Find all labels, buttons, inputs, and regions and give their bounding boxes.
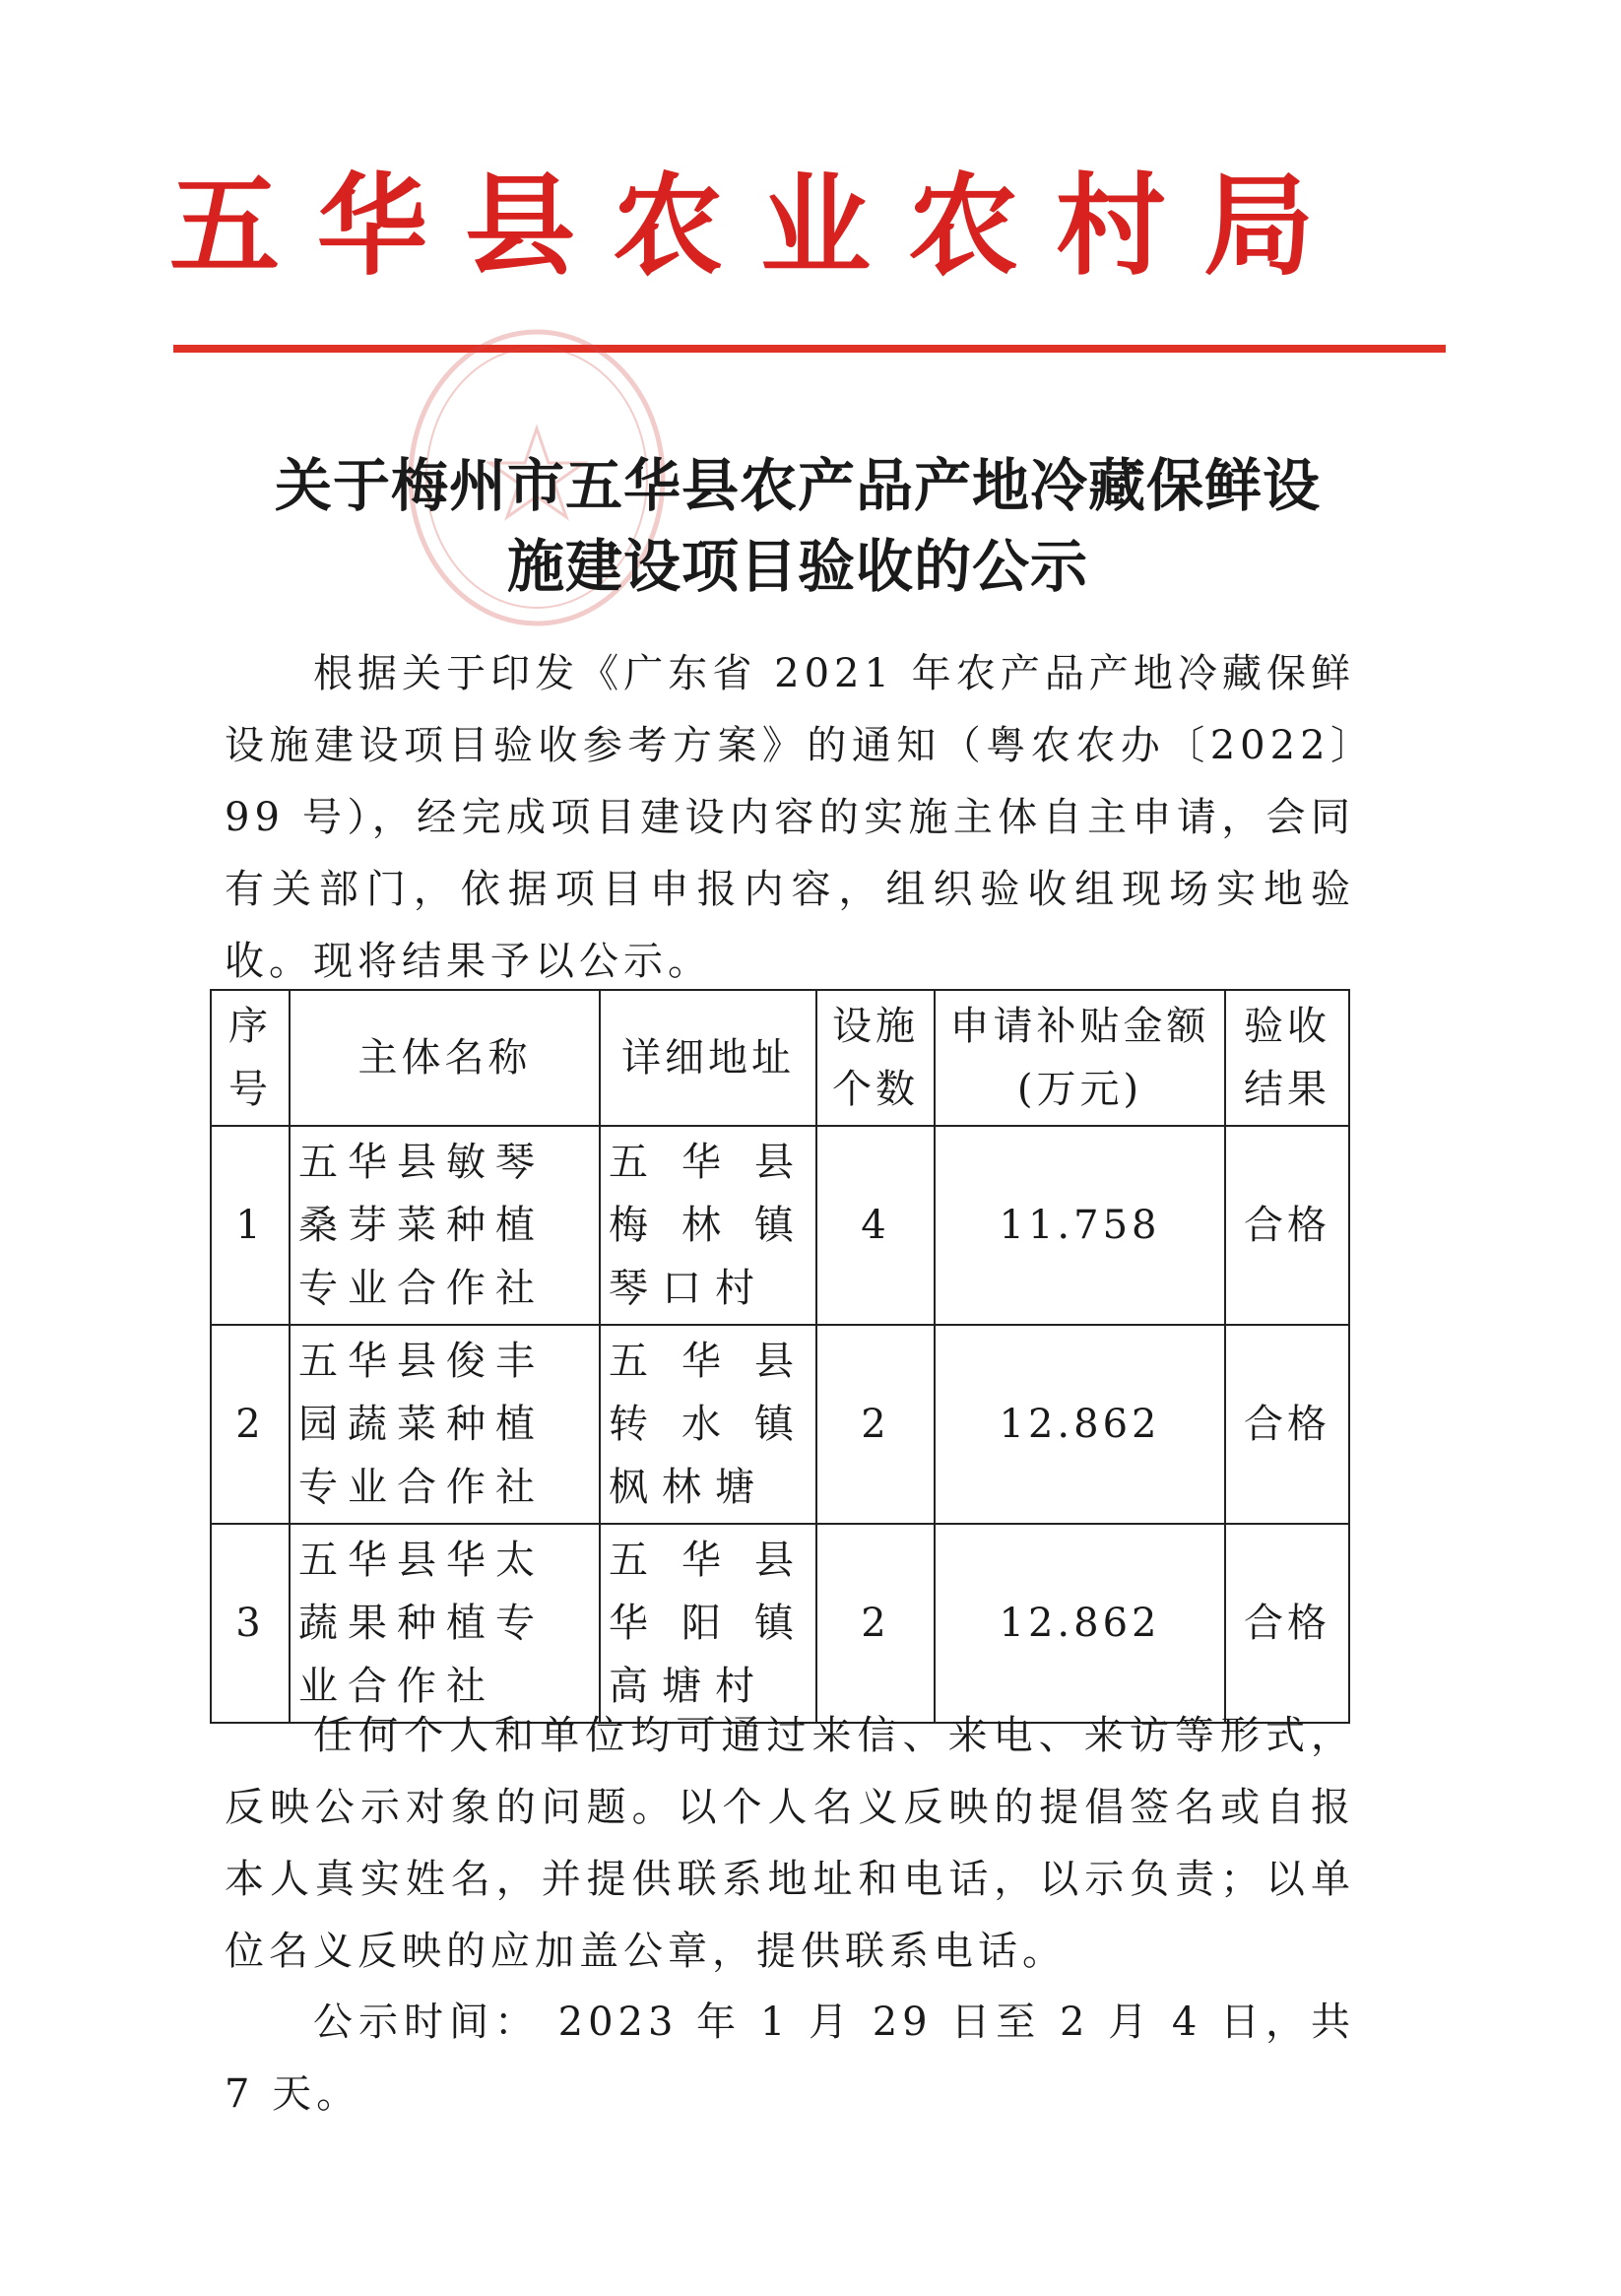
cell-subsidy-amount: 12.862 bbox=[935, 1524, 1225, 1723]
cell-entity-name: 五华县俊丰园蔬菜种植专业合作社 bbox=[290, 1325, 600, 1524]
header-result: 验收结果 bbox=[1225, 990, 1349, 1126]
cell-seq: 2 bbox=[211, 1325, 290, 1524]
cell-seq: 1 bbox=[211, 1126, 290, 1325]
red-divider bbox=[173, 345, 1446, 353]
intro-paragraph: 根据关于印发《广东省 2021 年农产品产地冷藏保鲜设施建设项目验收参考方案》的通知（粤农农办〔2022〕99 号），经完成项目建设内容的实施主体自主申请，会同有关部门，依据项目申报内容，组织验收组现场实地验收。现将结果予以公示。 bbox=[225, 651, 1355, 984]
cell-result: 合格 bbox=[1225, 1524, 1349, 1723]
cell-address: 五华县转水镇枫林塘 bbox=[600, 1325, 816, 1524]
header-subsidy-amount: 申请补贴金额(万元) bbox=[935, 990, 1225, 1126]
cell-result: 合格 bbox=[1225, 1325, 1349, 1524]
header-entity-name: 主体名称 bbox=[290, 990, 600, 1126]
document-title bbox=[158, 445, 1438, 607]
cell-address: 五华县梅林镇琴口村 bbox=[600, 1126, 816, 1325]
cell-subsidy-amount: 11.758 bbox=[935, 1126, 1225, 1325]
cell-result: 合格 bbox=[1225, 1126, 1349, 1325]
cell-facility-count: 4 bbox=[816, 1126, 935, 1325]
table-header-row bbox=[211, 990, 1349, 1126]
cell-seq: 3 bbox=[211, 1524, 290, 1723]
title-line-1: 关于梅州市五华县农产品产地冷藏保鲜设 bbox=[274, 452, 1321, 519]
table-row bbox=[211, 1325, 1349, 1524]
table-row bbox=[211, 1126, 1349, 1325]
cell-subsidy-amount: 12.862 bbox=[935, 1325, 1225, 1524]
publicity-period: 公示时间： 2023 年 1 月 29 日至 2 月 4 日，共 7 天。 bbox=[225, 2000, 1355, 2117]
feedback-paragraph: 任何个人和单位均可通过来信、来电、来访等形式，反映公示对象的问题。以个人名义反映的提倡签名或自报本人真实姓名，并提供联系地址和电话，以示负责；以单位名义反映的应加盖公章，提供联系电话。 bbox=[225, 1713, 1355, 1974]
header-facility-count: 设施个数 bbox=[816, 990, 935, 1126]
cell-facility-count: 2 bbox=[816, 1524, 935, 1723]
cell-address: 五华县华阳镇高塘村 bbox=[600, 1524, 816, 1723]
cell-facility-count: 2 bbox=[816, 1325, 935, 1524]
header-address: 详细地址 bbox=[600, 990, 816, 1126]
acceptance-results-table bbox=[210, 989, 1350, 1724]
cell-entity-name: 五华县华太蔬果种植专业合作社 bbox=[290, 1524, 600, 1723]
agency-name: 五华县农业农村局 bbox=[169, 162, 1351, 291]
cell-entity-name: 五华县敏琴桑芽菜种植专业合作社 bbox=[290, 1126, 600, 1325]
title-line-2: 施建设项目验收的公示 bbox=[506, 533, 1088, 600]
table-row bbox=[211, 1524, 1349, 1723]
header-seq: 序号 bbox=[211, 990, 290, 1126]
